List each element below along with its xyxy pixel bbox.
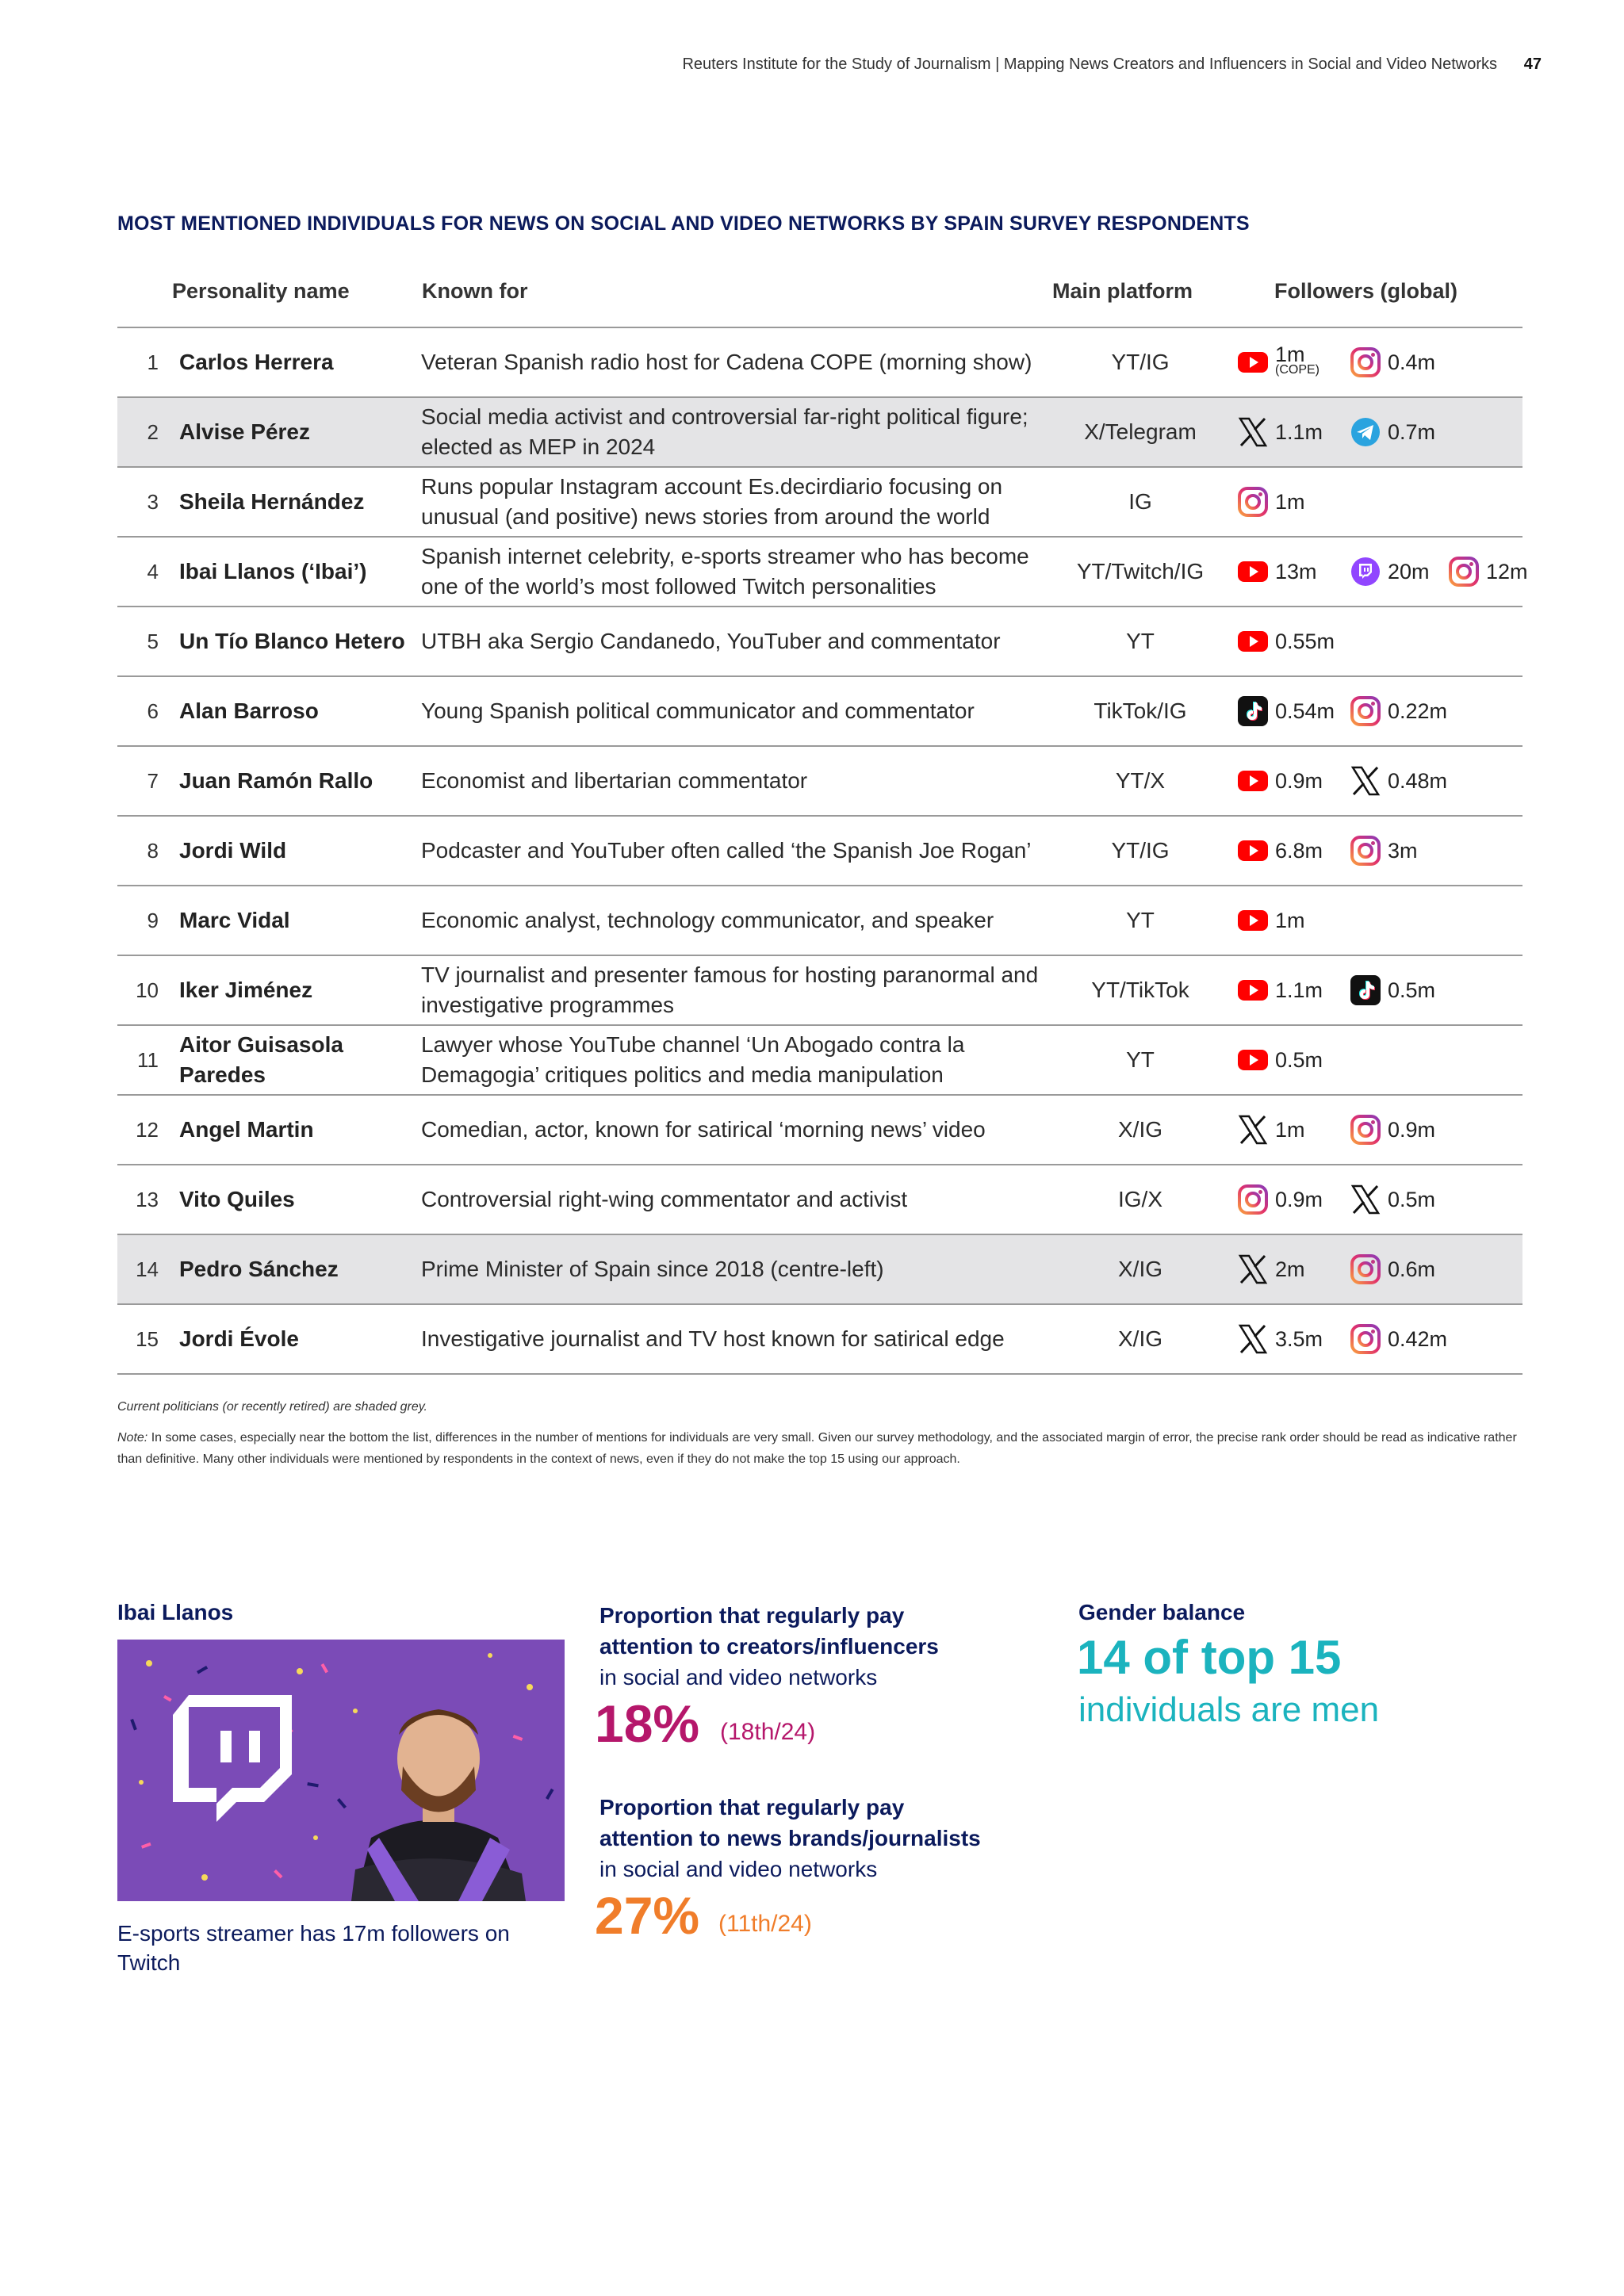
known-for-cell: Social media activist and controversial far-right political figure; elected as MEP in 2024	[421, 404, 1028, 459]
follower-value: 0.5m	[1275, 1047, 1323, 1072]
follower-value: 1m	[1275, 908, 1305, 932]
known-for-cell: Runs popular Instagram account Es.decirdiario focusing on unusual (and positive) news stories from around the world	[421, 474, 1003, 529]
main-platform-cell: IG	[1128, 489, 1152, 514]
follower-count	[1350, 1305, 1447, 1373]
tiktok-icon	[1350, 974, 1381, 1006]
rank-cell: 5	[147, 629, 159, 653]
follower-count	[1350, 328, 1435, 396]
table-body	[117, 328, 1528, 1375]
followers-cell	[1229, 607, 1522, 675]
known-for-cell: TV journalist and presenter famous for hosting paranormal and investigative programmes	[421, 962, 1039, 1017]
follower-value: 1.1m	[1275, 978, 1323, 1002]
youtube-icon	[1237, 626, 1269, 657]
youtube-icon	[1237, 765, 1269, 797]
stat-creators	[599, 1600, 1044, 1693]
follower-value: 6.8m	[1275, 838, 1323, 863]
personality-name: Aitor Guisasola Paredes	[179, 1032, 343, 1087]
table-row	[117, 607, 1522, 677]
stat-creators-title-1: Proportion that regularly pay	[599, 1603, 905, 1628]
column-header-platform: Main platform	[1052, 278, 1193, 303]
rank-cell: 3	[147, 489, 159, 514]
rank-cell: 6	[147, 698, 159, 723]
follower-source-note: (COPE)	[1275, 363, 1320, 377]
youtube-icon	[1237, 346, 1269, 378]
column-header-followers: Followers (global)	[1274, 278, 1458, 303]
main-platform-cell: TikTok/IG	[1094, 698, 1187, 723]
main-platform-cell: X/IG	[1117, 1326, 1162, 1351]
follower-count	[1237, 1026, 1323, 1094]
follower-value: 1m	[1275, 1117, 1305, 1142]
follower-value: 0.9m	[1275, 1187, 1323, 1211]
follower-value: 0.48m	[1388, 768, 1448, 793]
follower-value: 1m	[1275, 342, 1305, 366]
follower-count	[1350, 747, 1447, 815]
known-for-cell: Investigative journalist and TV host known for satirical edge	[421, 1326, 1005, 1351]
column-header-known-for: Known for	[422, 278, 528, 303]
follower-value: 0.6m	[1388, 1257, 1436, 1281]
profile-heading: Ibai Llanos	[117, 1600, 234, 1624]
stat-news-value: 27%	[595, 1886, 700, 1945]
personality-name: Juan Ramón Rallo	[179, 768, 373, 793]
table-row	[117, 1305, 1522, 1375]
stat-news-title-1: Proportion that regularly pay	[599, 1795, 905, 1820]
main-platform-cell: X/Telegram	[1084, 419, 1197, 444]
table-row	[117, 1235, 1522, 1305]
follower-count	[1237, 1096, 1305, 1164]
table-row	[117, 538, 1528, 607]
follower-count	[1237, 677, 1335, 745]
instagram-icon	[1350, 346, 1381, 378]
personality-name: Angel Martin	[179, 1117, 314, 1142]
x-icon	[1237, 1253, 1269, 1285]
main-platform-cell: YT/IG	[1111, 838, 1170, 863]
main-platform-cell: IG/X	[1117, 1187, 1162, 1211]
x-icon	[1350, 765, 1381, 797]
follower-count	[1237, 956, 1323, 1024]
streamer-photo-illustration	[117, 1640, 565, 1901]
follower-count	[1350, 677, 1447, 745]
follower-value: 0.5m	[1388, 1187, 1436, 1211]
follower-count	[1237, 1235, 1305, 1303]
follower-value: 3.5m	[1275, 1326, 1323, 1351]
personality-name: Ibai Llanos (‘Ibai’)	[179, 559, 367, 584]
table-row	[117, 1096, 1522, 1165]
rank-cell: 7	[147, 768, 159, 793]
instagram-icon	[1237, 486, 1269, 518]
followers-cell	[1229, 328, 1522, 396]
instagram-icon	[1350, 695, 1381, 727]
followers-cell	[1229, 747, 1522, 815]
instagram-icon	[1448, 556, 1480, 587]
youtube-icon	[1237, 974, 1269, 1006]
follower-value-stack	[1275, 342, 1320, 378]
known-for-cell: Podcaster and YouTuber often called ‘the Spanish Joe Rogan’	[421, 838, 1032, 863]
known-for-cell: Lawyer whose YouTube channel ‘Un Abogado contra la Demagogia’ critiques politics and media manipulation	[421, 1032, 965, 1087]
gender-headline: 14 of top 15	[1077, 1631, 1342, 1684]
main-platform-cell: YT/TikTok	[1091, 978, 1189, 1002]
x-icon	[1237, 416, 1269, 448]
rank-cell: 12	[136, 1117, 159, 1142]
follower-count	[1350, 1165, 1435, 1234]
stat-news-subtitle: in social and video networks	[599, 1857, 878, 1881]
instagram-icon	[1237, 1184, 1269, 1215]
youtube-icon	[1237, 1044, 1269, 1076]
table-title: MOST MENTIONED INDIVIDUALS FOR NEWS ON SOCIAL AND VIDEO NETWORKS BY SPAIN SURVEY RESPONDENTS	[117, 212, 1250, 235]
known-for-cell: Economic analyst, technology communicator, and speaker	[421, 908, 994, 932]
follower-value: 0.7m	[1388, 419, 1436, 444]
follower-count	[1237, 398, 1323, 466]
follower-value: 13m	[1275, 559, 1317, 584]
follower-value: 3m	[1388, 838, 1418, 863]
note-text: In some cases, especially near the bottom the list, differences in the number of mentions for individuals are very small. Given our survey methodology, and the associated margin of error, the precise rank order should be read as indicative rather than definitive. Many other individuals were mentioned by respondents in the context of news, even if they do not make the top 15 using our approach.	[117, 1431, 1517, 1466]
rank-cell: 9	[147, 908, 159, 932]
follower-count	[1350, 398, 1435, 466]
method-note	[117, 1427, 1521, 1470]
follower-value: 1.1m	[1275, 419, 1323, 444]
follower-count	[1350, 538, 1430, 606]
running-title: Reuters Institute for the Study of Journalism | Mapping News Creators and Influencers in Social and Video Networks	[682, 55, 1497, 73]
follower-count	[1237, 1305, 1323, 1373]
follower-count	[1237, 468, 1305, 536]
follower-value: 0.9m	[1388, 1117, 1436, 1142]
rank-cell: 11	[137, 1047, 159, 1072]
followers-cell	[1229, 1026, 1522, 1094]
table-row	[117, 398, 1522, 468]
shading-footnote: Current politicians (or recently retired) are shaded grey.	[117, 1400, 427, 1414]
follower-value: 0.42m	[1388, 1326, 1448, 1351]
follower-value: 1m	[1275, 489, 1305, 514]
follower-count	[1350, 1096, 1435, 1164]
main-platform-cell: YT/Twitch/IG	[1076, 559, 1205, 584]
follower-count	[1350, 956, 1435, 1024]
stat-news	[599, 1792, 1044, 1885]
personality-name: Jordi Wild	[179, 838, 287, 863]
follower-value: 0.55m	[1275, 629, 1335, 653]
followers-cell	[1229, 1096, 1522, 1164]
x-icon	[1350, 1184, 1381, 1215]
table-row	[117, 1026, 1522, 1096]
personality-name: Alan Barroso	[179, 698, 319, 723]
rank-cell: 8	[147, 838, 159, 863]
rank-cell: 13	[136, 1187, 159, 1211]
stat-creators-rank: (18th/24)	[720, 1719, 816, 1745]
profile-photo	[117, 1640, 565, 1901]
youtube-icon	[1237, 905, 1269, 936]
instagram-icon	[1350, 1323, 1381, 1355]
gender-heading: Gender balance	[1078, 1600, 1246, 1624]
rank-cell: 1	[147, 350, 159, 374]
followers-cell	[1229, 468, 1522, 536]
instagram-icon	[1350, 835, 1381, 867]
stat-creators-title-2: attention to creators/influencers	[599, 1634, 939, 1659]
personality-name: Sheila Hernández	[179, 489, 365, 514]
followers-cell	[1229, 886, 1522, 955]
personality-name: Jordi Évole	[179, 1326, 299, 1351]
stat-news-rank: (11th/24)	[718, 1911, 812, 1937]
follower-value: 0.4m	[1388, 350, 1436, 374]
known-for-cell: Veteran Spanish radio host for Cadena COPE (morning show)	[421, 350, 1032, 374]
follower-value: 0.22m	[1388, 698, 1448, 723]
follower-count	[1237, 538, 1317, 606]
follower-count	[1448, 538, 1528, 606]
known-for-cell: Prime Minister of Spain since 2018 (centre-left)	[421, 1257, 884, 1281]
table-row	[117, 747, 1522, 817]
profile-caption: E-sports streamer has 17m followers on Twitch	[117, 1921, 510, 1975]
follower-count	[1237, 607, 1335, 675]
followers-cell	[1229, 817, 1522, 885]
follower-count	[1350, 817, 1418, 885]
table-row	[117, 956, 1522, 1026]
rank-cell: 10	[136, 978, 159, 1002]
main-platform-cell: YT/IG	[1111, 350, 1170, 374]
ranking-table	[117, 255, 1528, 1375]
table-row	[117, 468, 1522, 538]
table-row	[117, 886, 1522, 956]
rank-cell: 14	[136, 1257, 159, 1281]
x-icon	[1237, 1114, 1269, 1146]
personality-name: Pedro Sánchez	[179, 1257, 339, 1281]
column-header-name: Personality name	[172, 278, 350, 303]
known-for-cell: Controversial right-wing commentator and activist	[421, 1187, 908, 1211]
main-platform-cell: YT	[1126, 908, 1155, 932]
rank-cell: 2	[147, 419, 159, 444]
followers-cell	[1229, 956, 1522, 1024]
main-platform-cell: YT	[1126, 1047, 1155, 1072]
instagram-icon	[1350, 1253, 1381, 1285]
followers-cell	[1229, 538, 1528, 606]
personality-name: Marc Vidal	[179, 908, 290, 932]
table-row	[117, 328, 1522, 398]
rank-cell: 15	[136, 1326, 159, 1351]
follower-value: 0.9m	[1275, 768, 1323, 793]
main-platform-cell: YT	[1126, 629, 1155, 653]
follower-value: 0.54m	[1275, 698, 1335, 723]
follower-count	[1237, 1165, 1323, 1234]
follower-value: 20m	[1388, 559, 1430, 584]
stat-news-title-2: attention to news brands/journalists	[599, 1826, 981, 1850]
followers-cell	[1229, 1305, 1522, 1373]
table-row	[117, 1165, 1522, 1235]
follower-count	[1350, 1235, 1435, 1303]
main-platform-cell: X/IG	[1117, 1257, 1162, 1281]
follower-value: 0.5m	[1388, 978, 1436, 1002]
follower-count	[1237, 328, 1320, 396]
personality-name: Iker Jiménez	[179, 978, 313, 1002]
follower-value: 12m	[1486, 559, 1528, 584]
personality-name: Un Tío Blanco Hetero	[179, 629, 405, 653]
stat-creators-subtitle: in social and video networks	[599, 1665, 878, 1689]
follower-count	[1237, 817, 1323, 885]
tiktok-icon	[1237, 695, 1269, 727]
youtube-icon	[1237, 556, 1269, 587]
known-for-cell: Economist and libertarian commentator	[421, 768, 808, 793]
main-platform-cell: X/IG	[1117, 1117, 1162, 1142]
followers-cell	[1229, 1235, 1522, 1303]
instagram-icon	[1350, 1114, 1381, 1146]
personality-name: Vito Quiles	[179, 1187, 295, 1211]
running-header	[682, 55, 1542, 74]
personality-name: Carlos Herrera	[179, 350, 334, 374]
youtube-icon	[1237, 835, 1269, 867]
follower-count	[1237, 886, 1305, 955]
personality-name: Alvise Pérez	[179, 419, 310, 444]
table-row	[117, 817, 1522, 886]
followers-cell	[1229, 398, 1522, 466]
followers-cell	[1229, 1165, 1522, 1234]
table-header-row	[117, 255, 1522, 328]
gender-subline: individuals are men	[1078, 1690, 1380, 1729]
note-label: Note:	[117, 1431, 148, 1445]
known-for-cell: Spanish internet celebrity, e-sports streamer who has become one of the world’s most followed Twitch personalities	[421, 544, 1029, 599]
follower-count	[1237, 747, 1323, 815]
rank-cell: 4	[147, 559, 159, 584]
follower-value: 2m	[1275, 1257, 1305, 1281]
known-for-cell: Young Spanish political communicator and commentator	[421, 698, 975, 723]
table-row	[117, 677, 1522, 747]
telegram-icon	[1350, 416, 1381, 448]
x-icon	[1237, 1323, 1269, 1355]
page-number: 47	[1523, 55, 1542, 73]
followers-cell	[1229, 677, 1522, 745]
twitch-icon	[1350, 556, 1381, 587]
known-for-cell: Comedian, actor, known for satirical ‘morning news’ video	[421, 1117, 986, 1142]
main-platform-cell: YT/X	[1115, 768, 1166, 793]
known-for-cell: UTBH aka Sergio Candanedo, YouTuber and commentator	[421, 629, 1001, 653]
stat-creators-value: 18%	[595, 1694, 700, 1753]
